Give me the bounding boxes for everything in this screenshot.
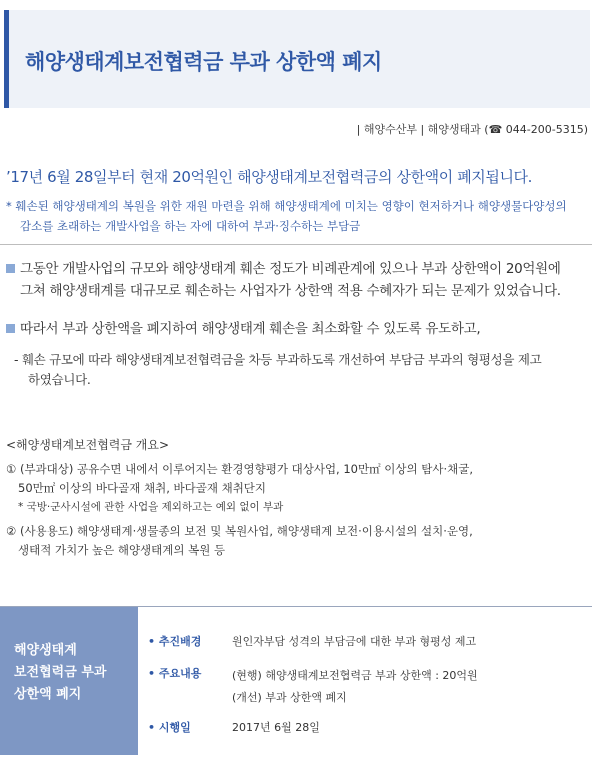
- summary-title-box: [0, 607, 138, 755]
- summary-table: [0, 606, 592, 754]
- sub-point: [14, 350, 589, 390]
- definition-note: [6, 196, 591, 236]
- square-bullet-icon: [6, 324, 15, 333]
- label-background: • 추진배경: [148, 635, 202, 648]
- headline: ’17년 6월 28일부터 현재 20억원인 해양생태계보전협력금의 상한액이 폐지됩니다.: [6, 168, 533, 186]
- sub-point-line-2: 하였습니다.: [28, 372, 91, 387]
- bullet-point-1: [6, 258, 591, 302]
- summary-details: [138, 607, 592, 755]
- bullet-1-line-2: 그쳐 해양생태계를 대규모로 훼손하는 사업자가 상한액 적용 수혜자가 되는 문제가 있었습니다.: [20, 283, 561, 299]
- overview-item-1: [6, 460, 591, 517]
- value-content-improved: (개선) 부과 상한액 폐지: [232, 691, 347, 704]
- value-date: 2017년 6월 28일: [232, 721, 320, 734]
- title-banner: [4, 10, 590, 108]
- overview-title: <해양생태계보전협력금 개요>: [6, 438, 170, 452]
- label-content: • 주요내용: [148, 667, 202, 680]
- value-content-current: (현행) 해양생태계보전협력금 부과 상한액 : 20억원: [232, 669, 478, 682]
- page-title: 해양생태계보전협력금 부과 상한액 폐지: [25, 50, 382, 74]
- summary-title-line-2: 보전협력금 부과: [14, 665, 107, 680]
- overview-item-2: [6, 522, 591, 560]
- summary-title-line-3: 상한액 폐지: [14, 687, 82, 702]
- overview-item-2-line-2: 생태적 가치가 높은 해양생태계의 복원 등: [18, 543, 226, 557]
- note-line-2: 감소를 초래하는 개발사업을 하는 자에 대하여 부과·징수하는 부담금: [20, 219, 361, 233]
- overview-item-1-line-2: 50만㎡ 이상의 바다골재 채취, 바다골재 채취단지: [18, 481, 267, 495]
- note-line-1: * 훼손된 해양생태계의 복원을 위한 재원 마련을 위해 해양생태계에 미치는 영향이 현저하거나 해양생물다양성의: [6, 199, 567, 213]
- bullet-2-line-1: 따라서 부과 상한액을 폐지하여 해양생태계 훼손을 최소화할 수 있도록 유도하고,: [20, 321, 481, 337]
- overview-item-1-note: * 국방·군사시설에 관한 사업을 제외하고는 예외 없이 부과: [18, 501, 284, 513]
- square-bullet-icon: [6, 264, 15, 273]
- overview-item-2-line-1: ② (사용용도) 해양생태계·생물종의 보전 및 복원사업, 해양생태계 보전·이용시설의 설치·운영,: [6, 524, 473, 538]
- sub-point-line-1: - 훼손 규모에 따라 해양생태계보전협력금을 차등 부과하도록 개선하여 부담금 부과의 형평성을 제고: [14, 352, 542, 367]
- value-background: 원인자부담 성격의 부담금에 대한 부과 형평성 제고: [232, 635, 477, 648]
- department-contact: | 해양수산부 | 해양생태과 (☎ 044-200-5315): [356, 123, 588, 136]
- label-date: • 시행일: [148, 721, 191, 734]
- overview-item-1-line-1: ① (부과대상) 공유수면 내에서 이루어지는 환경영향평가 대상사업, 10만㎡ 이상의 탐사·채굴,: [6, 462, 473, 476]
- divider: [0, 244, 592, 245]
- summary-title-line-1: 해양생태계: [14, 643, 77, 658]
- value-content: [232, 665, 582, 709]
- bullet-1-line-1: 그동안 개발사업의 규모와 해양생태계 훼손 정도가 비례관계에 있으나 부과 상한액이 20억원에: [20, 261, 561, 277]
- bullet-point-2: [6, 318, 591, 340]
